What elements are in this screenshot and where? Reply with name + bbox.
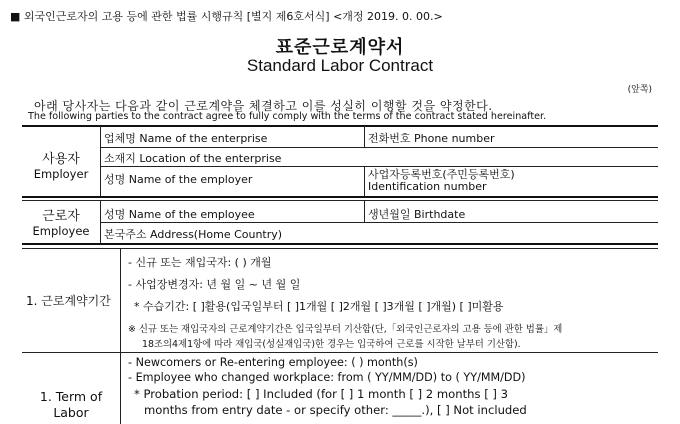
title-korean: 표준근로계약서 — [275, 37, 405, 58]
table-top-border — [22, 125, 658, 127]
section-divider — [22, 248, 658, 249]
term-en-probation: * Probation period: [ ] Included (for [ ] 1 month [ ] 2 months [ ] 3 — [134, 387, 508, 401]
column-divider — [100, 201, 101, 243]
section-divider — [22, 200, 658, 201]
term-en-probation-cont: months from entry date - or specify other: _____.), [ ] Not included — [144, 403, 527, 417]
registration-number-field — [368, 169, 515, 193]
birthdate-field: 생년월일 Birthdate — [368, 208, 466, 221]
term-label-ko: 1. 근로계약기간 — [26, 294, 111, 308]
registration-number-ko: 사업자등록번호(주민등록번호) — [368, 168, 515, 181]
employer-name-field: 성명 Name of the employer — [104, 173, 253, 186]
term-en-changed-workplace: - Employee who changed workplace: from ( YY/MM/DD) to ( YY/MM/DD) — [128, 371, 526, 384]
section-divider — [22, 352, 658, 353]
term-ko-note-line2: 18조의4제1항에 따라 재입국(성실재입국)한 경우는 입국하여 근로를 시작한 날부터 기산함). — [142, 339, 521, 350]
column-divider — [364, 126, 365, 147]
enterprise-name-field: 업체명 Name of the enterprise — [104, 132, 268, 145]
column-divider — [100, 126, 101, 196]
employer-label — [22, 148, 100, 181]
column-divider — [120, 249, 121, 424]
employer-label-ko: 사용자 — [42, 152, 80, 167]
section-divider — [22, 196, 658, 198]
form-header-line: ■ 외국인근로자의 고용 등에 관한 법률 시행규칙 [별지 제6호서식] <개정 2019. 0. 00.> — [10, 10, 443, 23]
phone-number-field: 전화번호 Phone number — [368, 132, 495, 145]
enterprise-location-field: 소재지 Location of the enterprise — [104, 152, 282, 165]
registration-number-en: Identification number — [368, 180, 487, 193]
section-divider — [22, 243, 658, 245]
term-ko-newcomer: - 신규 또는 재입국자: ( ) 개월 — [128, 256, 272, 269]
employee-label — [22, 205, 100, 238]
employer-label-en: Employer — [33, 167, 89, 181]
employee-name-field: 성명 Name of the employee — [104, 208, 255, 221]
page-side-label: (앞쪽) — [627, 85, 652, 95]
employee-label-ko: 근로자 — [42, 209, 80, 224]
employee-label-en: Employee — [32, 224, 90, 238]
home-address-field: 본국주소 Address(Home Country) — [104, 228, 283, 241]
term-ko-probation: * 수습기간: [ ]활용(입국일부터 [ ]1개월 [ ]2개월 [ ]3개월 [ ]개월) [ ]미활용 — [134, 300, 504, 313]
column-divider — [364, 166, 365, 196]
term-label-en-line2: Labor — [53, 405, 89, 420]
row-divider — [100, 166, 658, 167]
title-english: Standard Labor Contract — [246, 56, 434, 75]
row-divider — [100, 147, 658, 148]
intro-korean: 아래 당사자는 다음과 같이 근로계약을 체결하고 이를 성실히 이행할 것을 약정한다. — [34, 99, 493, 113]
term-en-newcomer: - Newcomers or Re-entering employee: ( ) month(s) — [128, 356, 418, 369]
column-divider — [364, 201, 365, 222]
term-label-en — [22, 389, 120, 421]
term-label-en-line1: 1. Term of — [39, 389, 103, 404]
term-ko-note-line1: ※ 신규 또는 재입국자의 근로계약기간은 입국일부터 기산함(단,「외국인근로자의 고용 등에 관한 법률」제 — [128, 324, 563, 335]
row-divider — [100, 222, 658, 223]
term-ko-changed-workplace: - 사업장변경자: 년 월 일 ~ 년 월 일 — [128, 278, 301, 291]
intro-english: The following parties to the contract agree to fully comply with the terms of the contract stated hereinafter. — [28, 111, 547, 122]
